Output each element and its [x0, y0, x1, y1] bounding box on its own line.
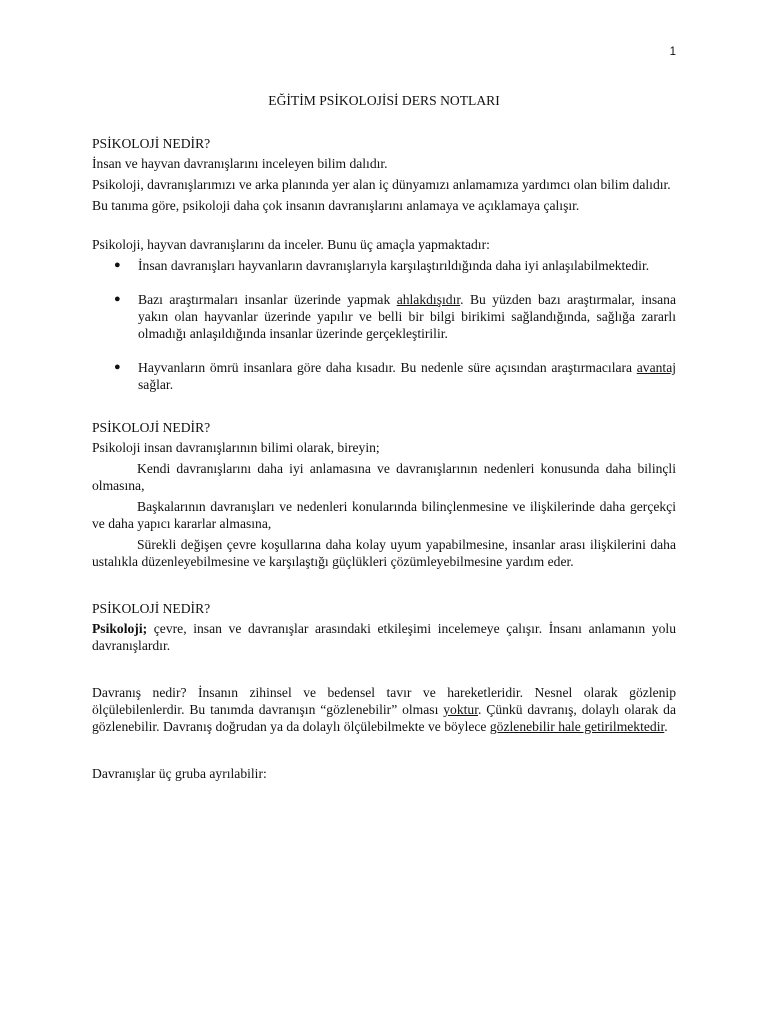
page-number: 1 [669, 46, 676, 58]
bullet-text: sağlar. [138, 377, 174, 392]
behavior-paragraph [92, 684, 676, 735]
bullet-text: İnsan davranışları hayvanların davranışlarıyla karşılaştırıldığında daha iyi anlaşılabilmektedir. [138, 258, 650, 273]
definition-paragraph: İnsan ve hayvan davranışlarını inceleyen bilim dalıdır. [92, 156, 388, 171]
indented-paragraph-3: Sürekli değişen çevre koşullarına daha kolay uyum yapabilmesine, insanlar arası ilişkilerini daha ustalıkla düzenleyebilmesine ve karşılaştığı güçlükleri çözümleyebilmesine yardım eder. [92, 537, 676, 569]
bullet-item-1 [92, 257, 676, 274]
bullet-text: Hayvanların ömrü insanlara göre daha kısadır. Bu nedenle süre açısından araştırmacılara [138, 360, 637, 375]
bullet-item-3 [92, 359, 676, 393]
section-heading-1: PSİKOLOJİ NEDİR? [92, 136, 211, 151]
psychology-definition-paragraph [92, 620, 676, 654]
section-heading-3: PSİKOLOJİ NEDİR? [92, 601, 211, 616]
document-content [92, 92, 676, 786]
spacer [92, 218, 676, 236]
section-heading-2: PSİKOLOJİ NEDİR? [92, 420, 211, 435]
bullet-icon: ● [114, 259, 121, 271]
spacer [92, 393, 676, 419]
spacer [92, 574, 676, 600]
document-title: EĞİTİM PSİKOLOJİSİ DERS NOTLARI [268, 93, 500, 108]
psychology-paragraph: Psikoloji, davranışlarımızı ve arka planında yer alan iç dünyamızı anlamamıza yardımcı olan bilim dalıdır. [92, 177, 671, 192]
underlined-term: gözlenebilir hale getirilmektedir [489, 719, 665, 734]
bullet-text: Bazı araştırmaları insanlar üzerinde yapmak [138, 292, 397, 307]
behavior-text: Davranış nedir? İnsanın zihinsel ve bedensel tavır ve hareketleridir. Nesnel olarak gözlenip ölçülebilenlerdir. Bu tanımda davranışın “gözlenebilir” olması [92, 685, 676, 717]
behavior-text: . [664, 719, 668, 734]
bullet-item-2 [92, 291, 676, 342]
indented-paragraph-2: Başkalarının davranışları ve nedenleri konularında bilinçlenmesine ve ilişkilerinde daha gerçekçi ve daha yapıcı kararlar almasına, [92, 499, 676, 531]
spacer [92, 739, 676, 765]
definition-text: çevre, insan ve davranışlar arasındaki etkileşimi incelemeye çalışır. İnsanı anlamanın yolu davranışlardır. [92, 621, 676, 653]
indented-paragraph-1: Kendi davranışlarını daha iyi anlamasına ve davranışlarının nedenleri konusunda daha bilinçli olmasına, [92, 461, 676, 493]
animal-study-paragraph: Psikoloji, hayvan davranışlarını da inceler. Bunu üç amaçla yapmaktadır: [92, 237, 490, 252]
behavior-text: . Çünkü davranış, dolaylı olarak da gözlenebilir. Davranış doğrudan ya da dolaylı ölçülebilmekte ve böylece [92, 702, 676, 734]
underlined-term: yoktur [443, 702, 478, 717]
bullet-icon: ● [114, 293, 121, 305]
bullet-list [92, 257, 676, 393]
bullet-text: . Bu yüzden bazı araştırmalar, insana yakın olan hayvanlar üzerinde yapılır ve belli bir bilgi birikimi sağlandığında, sağlığa zararlı olmadığı anlaşıldığında insanlar üzerinde gerçekleştirilir. [138, 292, 676, 341]
underlined-term: ahlakdışıdır [396, 292, 461, 307]
bullet-icon: ● [114, 361, 121, 373]
behavior-groups-paragraph: Davranışlar üç gruba ayrılabilir: [92, 766, 267, 781]
definition-scope-paragraph: Bu tanıma göre, psikoloji daha çok insanın davranışlarını anlamaya ve açıklamaya çalışır. [92, 198, 580, 213]
intro-paragraph: Psikoloji insan davranışlarının bilimi olarak, bireyin; [92, 440, 380, 455]
bold-term: Psikoloji; [92, 621, 148, 636]
spacer [92, 658, 676, 684]
underlined-term: avantaj [636, 360, 676, 375]
